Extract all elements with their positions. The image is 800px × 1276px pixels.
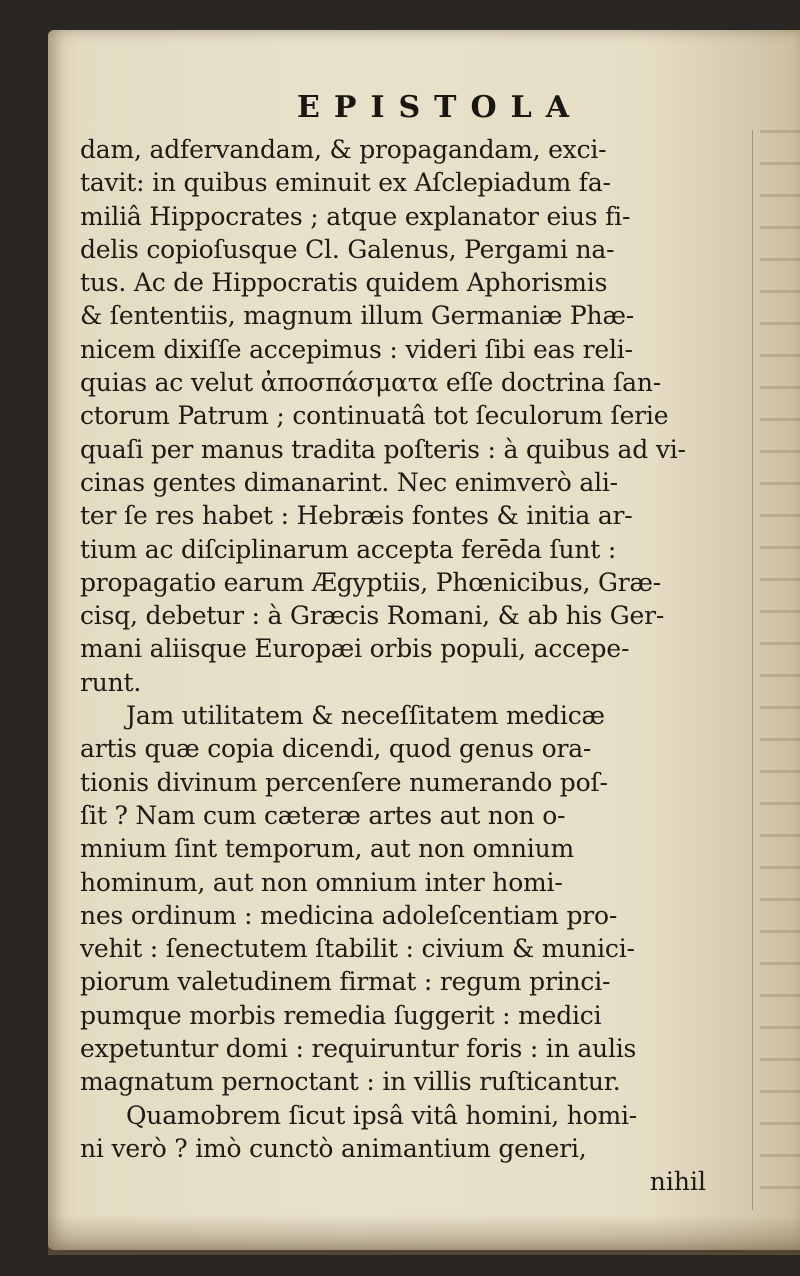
text-line: expetuntur domi : requiruntur foris : in aulis (80, 1034, 637, 1064)
text-line: dam, adfervandam, & propagandam, exci- (80, 135, 607, 164)
text-line: tavit: in quibus eminuit ex Aſclepiadum fa- (80, 168, 611, 198)
text-line: mani aliisque Europæi orbis populi, accepe- (80, 634, 630, 664)
catchword: nihil (649, 1167, 706, 1197)
text-line: hominum, aut non omnium inter homi- (80, 867, 563, 897)
text-line: piorum valetudinem firmat : regum princi- (80, 967, 611, 997)
page-edge-line (752, 130, 753, 1210)
text-line: magnatum pernoctant : in villis ruſticantur. (80, 1067, 621, 1097)
text-line: cisq, debetur : à Græcis Romani, & ab his Ger- (80, 601, 665, 631)
text-line: runt. (80, 667, 142, 697)
paragraph-1 (80, 133, 740, 699)
text-line: delis copioſusque Cl. Galenus, Pergami na- (80, 234, 615, 264)
text-line: Quamobrem ſicut ipsâ vitâ homini, homi- (126, 1100, 638, 1130)
text-line: tium ac diſciplinarum accepta ferēda ſunt : (80, 534, 617, 564)
text-line: nicem dixiſſe accepimus : videri ſibi eas reli- (80, 334, 633, 364)
text-line: ctorum Patrum ; continuatâ tot ſeculorum ſerie (80, 401, 669, 431)
text-line: miliâ Hippocrates ; atque explanator eius fi- (80, 201, 631, 231)
text-line: propagatio earum Ægyptiis, Phœnicibus, Græ- (80, 567, 662, 597)
text-line: tus. Ac de Hippocratis quidem Aphorismis (80, 268, 608, 298)
text-line: & ſententiis, magnum illum Germaniæ Phæ- (80, 301, 634, 331)
paragraph-2 (80, 699, 740, 1165)
text-line: Jam utilitatem & neceſſitatem medicæ (126, 701, 605, 731)
text-line: quias ac velut ἀποσπάσματα eſſe doctrina ſan- (80, 368, 661, 398)
page-bottom-edge (48, 1215, 800, 1255)
text-line: quaſi per manus tradita poſteris : à quibus ad vi- (80, 434, 686, 464)
page-header: EPISTOLA (297, 90, 583, 125)
text-line: ter ſe res habet : Hebræis fontes & initia ar- (80, 501, 633, 531)
text-line: tionis divinum percenſere numerando poſ- (80, 767, 608, 797)
text-line: ſit ? Nam cum cæteræ artes aut non o- (80, 800, 566, 830)
page-text (80, 90, 740, 1198)
text-line: cinas gentes dimanarint. Nec enimverò ali- (80, 467, 618, 497)
text-line: vehit : ſenectutem ſtabilit : civium & munici- (80, 934, 635, 964)
text-line: pumque morbis remedia ſuggerit : medici (80, 1000, 602, 1030)
text-line: artis quæ copia dicendi, quod genus ora- (80, 734, 592, 764)
text-line: nes ordinum : medicina adoleſcentiam pro- (80, 900, 618, 930)
next-pages-edge (760, 130, 800, 1210)
text-line: mnium ſint temporum, aut non omnium (80, 834, 575, 864)
text-line: ni verò ? imò cunctò animantium generi, (80, 1133, 587, 1163)
